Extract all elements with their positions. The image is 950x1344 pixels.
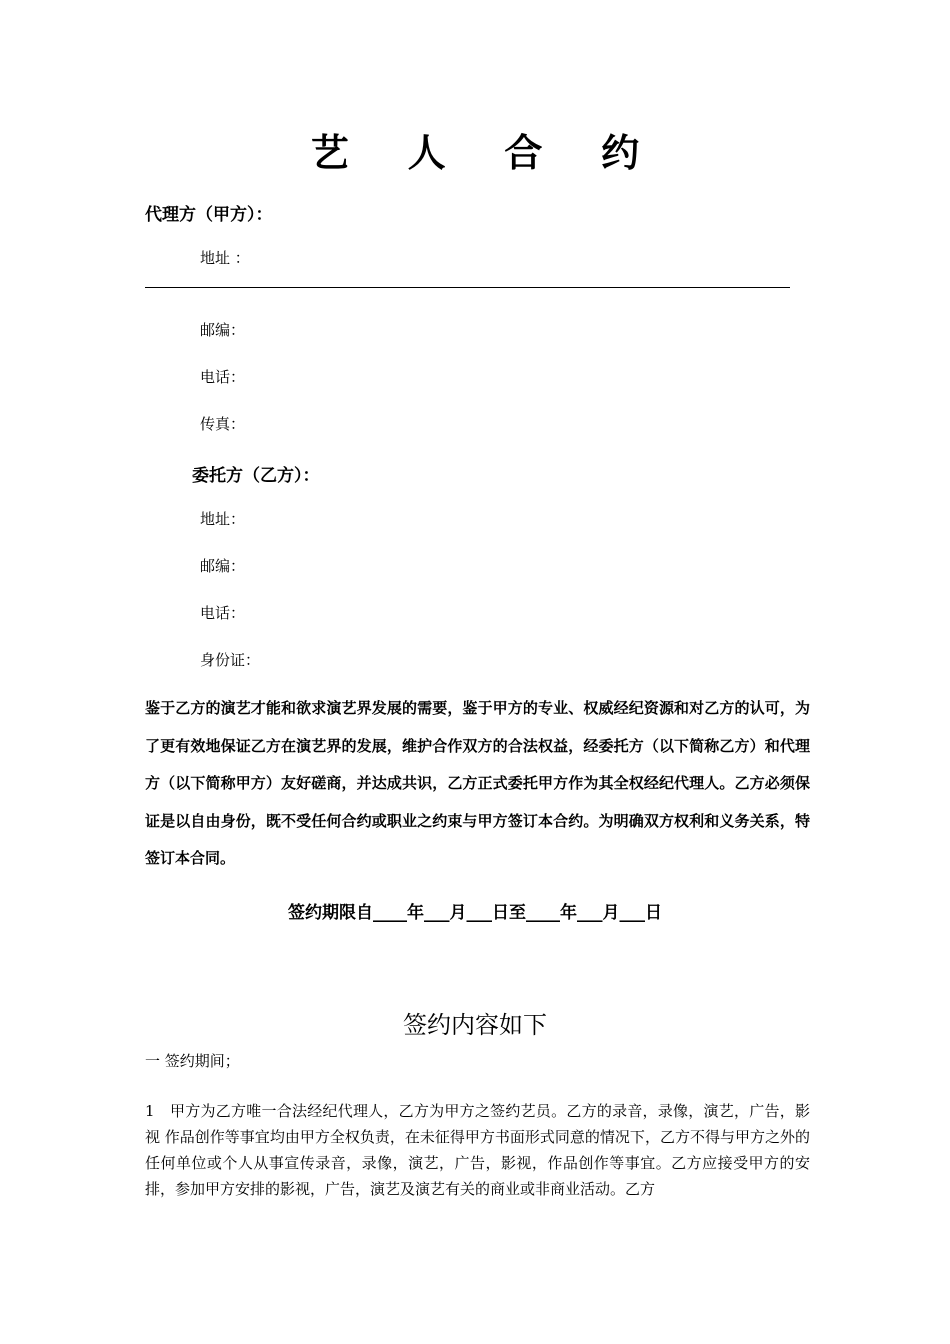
party-a-fax-label: 传真： — [200, 415, 246, 433]
address-underline — [145, 287, 790, 288]
document-title: 艺 人 合 约 — [310, 131, 663, 175]
party-b-postcode-label: 邮编： — [200, 557, 246, 575]
party-b-phone-label: 电话： — [200, 604, 246, 622]
content-heading: 签约内容如下 — [403, 1011, 547, 1039]
party-b-address-label: 地址： — [200, 510, 246, 528]
section-one-heading: 一 签约期间； — [145, 1052, 240, 1070]
intro-paragraph: 鉴于乙方的演艺才能和欲求演艺界发展的需要，鉴于甲方的专业、权威经纪资源和对乙方的认可，为了更有效地保证乙方在演艺界的发展，维护合作双方的合法权益，经委托方（以下简称乙方）和代理方（以下简称甲方）友好磋商，并达成共识，乙方正式委托甲方作为其全权经纪代理人。乙方必须保证是以自由身份，既不受任何合约或职业之约束与甲方签订本合约。为明确双方权利和义务关系，特签订本合同。 — [145, 699, 810, 867]
clause-one-paragraph: 1 甲方为乙方唯一合法经纪代理人，乙方为甲方之签约艺员。乙方的录音，录像，演艺，广告，影视 作品创作等事宜均由甲方全权负责，在未征得甲方书面形式同意的情况下，乙方不得与甲方之外的任何单位或个人从事宣传录音，录像，演艺，广告，影视，作品创作等事宜。乙方应接受甲方的安排，参加甲方安排的影视，广告，演艺及演艺有关的商业或非商业活动。乙方 — [145, 1102, 810, 1198]
party-a-phone-label: 电话： — [200, 368, 246, 386]
contract-term-line: 签约期限自____年___月___日至____年___月___日 — [288, 903, 662, 923]
party-a-address-label: 地址 ： — [200, 249, 250, 267]
party-a-heading: 代理方（甲方）： — [145, 205, 273, 225]
party-a-postcode-label: 邮编： — [200, 321, 246, 339]
party-b-id-label: 身份证： — [200, 651, 261, 669]
party-b-heading: 委托方（乙方）： — [192, 466, 320, 486]
